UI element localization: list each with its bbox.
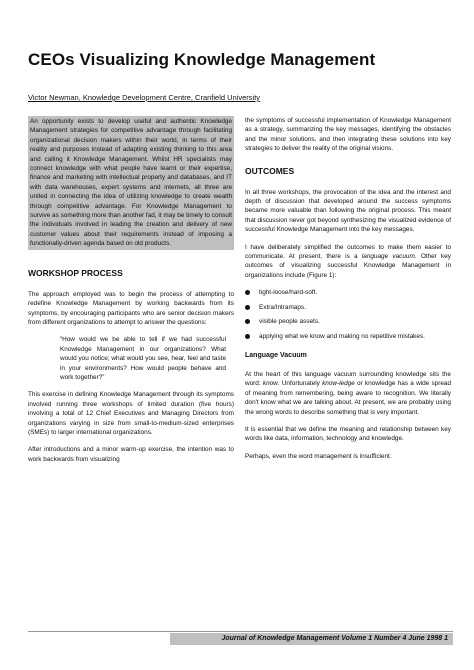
- vacuum-paragraph-2: It is essential that we define the meaning and relationship between key words like data, information, technology and knowledge.: [245, 425, 451, 443]
- bullet-icon: [245, 334, 250, 339]
- list-item: applying what we know and making no repetitive mistakes.: [245, 332, 451, 341]
- journal-footer: Journal of Knowledge Management Volume 1 Number 4 June 1998 1: [221, 635, 448, 642]
- outcomes-heading: OUTCOMES: [245, 165, 295, 176]
- bullet-icon: [245, 319, 250, 324]
- author-byline: Victor Newman, Knowledge Development Centre, Cranfield University: [28, 93, 261, 102]
- workshop-heading: WORKSHOP PROCESS: [28, 267, 123, 278]
- list-item: tight-loose/hard-soft.: [245, 288, 451, 297]
- outcomes-list: [245, 288, 451, 341]
- right-column: [245, 116, 451, 469]
- article-title: CEOs Visualizing Knowledge Management: [28, 50, 376, 69]
- bullet-icon: [245, 290, 250, 295]
- footer-rule: [28, 631, 453, 632]
- list-item: Extra/Intramaps.: [245, 303, 451, 312]
- workshop-paragraph-2: This exercise in defining Knowledge Management through its symptoms involved running three workshops of limited duration (five hours) involving a total of 12 Chief Executives and Managing Directors from organizations varying in size from small-to-medium-sized enterprises (SMEs) to larger international organizations.: [28, 391, 234, 436]
- workshop-paragraph-1: The approach employed was to begin the process of attempting to redefine Knowledge Management by working backwards from its symptoms, by encouraging participants who are senior decision makers from different organizations to attempt to answer the questions:: [28, 290, 234, 326]
- workshop-paragraph-3: After introductions and a minor warm-up exercise, the intention was to work backwards from visualizing: [28, 446, 234, 463]
- outcomes-paragraph-1: In all three workshops, the provocation of the idea and the interest and depth of discussion that developed around the success symptoms became more valuable than following the original process. This meant that discussion never got beyond synthesizing the visualized evidence of successful Knowledge Management into the key messages.: [245, 188, 451, 234]
- language-vacuum-heading: Language Vacuum: [245, 351, 307, 359]
- right-paragraph-1: the symptoms of successful implementation of Knowledge Management as a strategy, summarizing the key messages, identifying the obstacles and the minor solutions, and then integrating these solutions into key strategies to deliver the reality of the original visions.: [245, 117, 451, 153]
- abstract: An opportunity exists to develop useful and authentic Knowledge Management strategies for competitive advantage through facilitating organizational decision makers within their world, in terms of their reality and purposes instead of adapting existing thinking to this area and calling it Knowledge Management. Whilst HR specialists may connect knowledge with what people have learnt or their expertise, finance and marketing with intellectual property and databases, and IT with data warehouses, expert systems and internets, all three are united in connecting the idea of utilizing knowledge to create wealth through competitive advantage. For Knowledge Management to survive as something more than another fad, it may be timely to consult the individuals involved in leading the creation and delivery of new customer values about their requirements instead of imposing a functionally-driven agenda based on old products.: [28, 116, 234, 250]
- vacuum-paragraph-1: At the heart of this language vacuum surrounding knowledge sits the word: know. Unfortunately know-ledge or knowledge has a wide spread of meaning from remembering, being aware to recognition. We literally don't know what we are talking about. At present, we are probably using the wrong words to describe something that is very important.: [245, 370, 451, 416]
- bullet-icon: [245, 305, 250, 310]
- outcomes-paragraph-2: I have deliberately simplified the outcomes to make them easier to communicate. At present, there is a language vacuum. Other key outcomes of visualizing successful Knowledge Management in organizations include (Figure 1):: [245, 243, 451, 279]
- list-item: visible people assets.: [245, 317, 451, 326]
- vacuum-paragraph-3: Perhaps, even the word management is insufficient.: [245, 452, 392, 460]
- left-column: [28, 116, 234, 472]
- workshop-quote: “How would we be able to tell if we had successful Knowledge Management in our organizations? What would you notice; what would you see, hear, feel and taste in your environments? How would people behave and work together?”: [60, 336, 226, 381]
